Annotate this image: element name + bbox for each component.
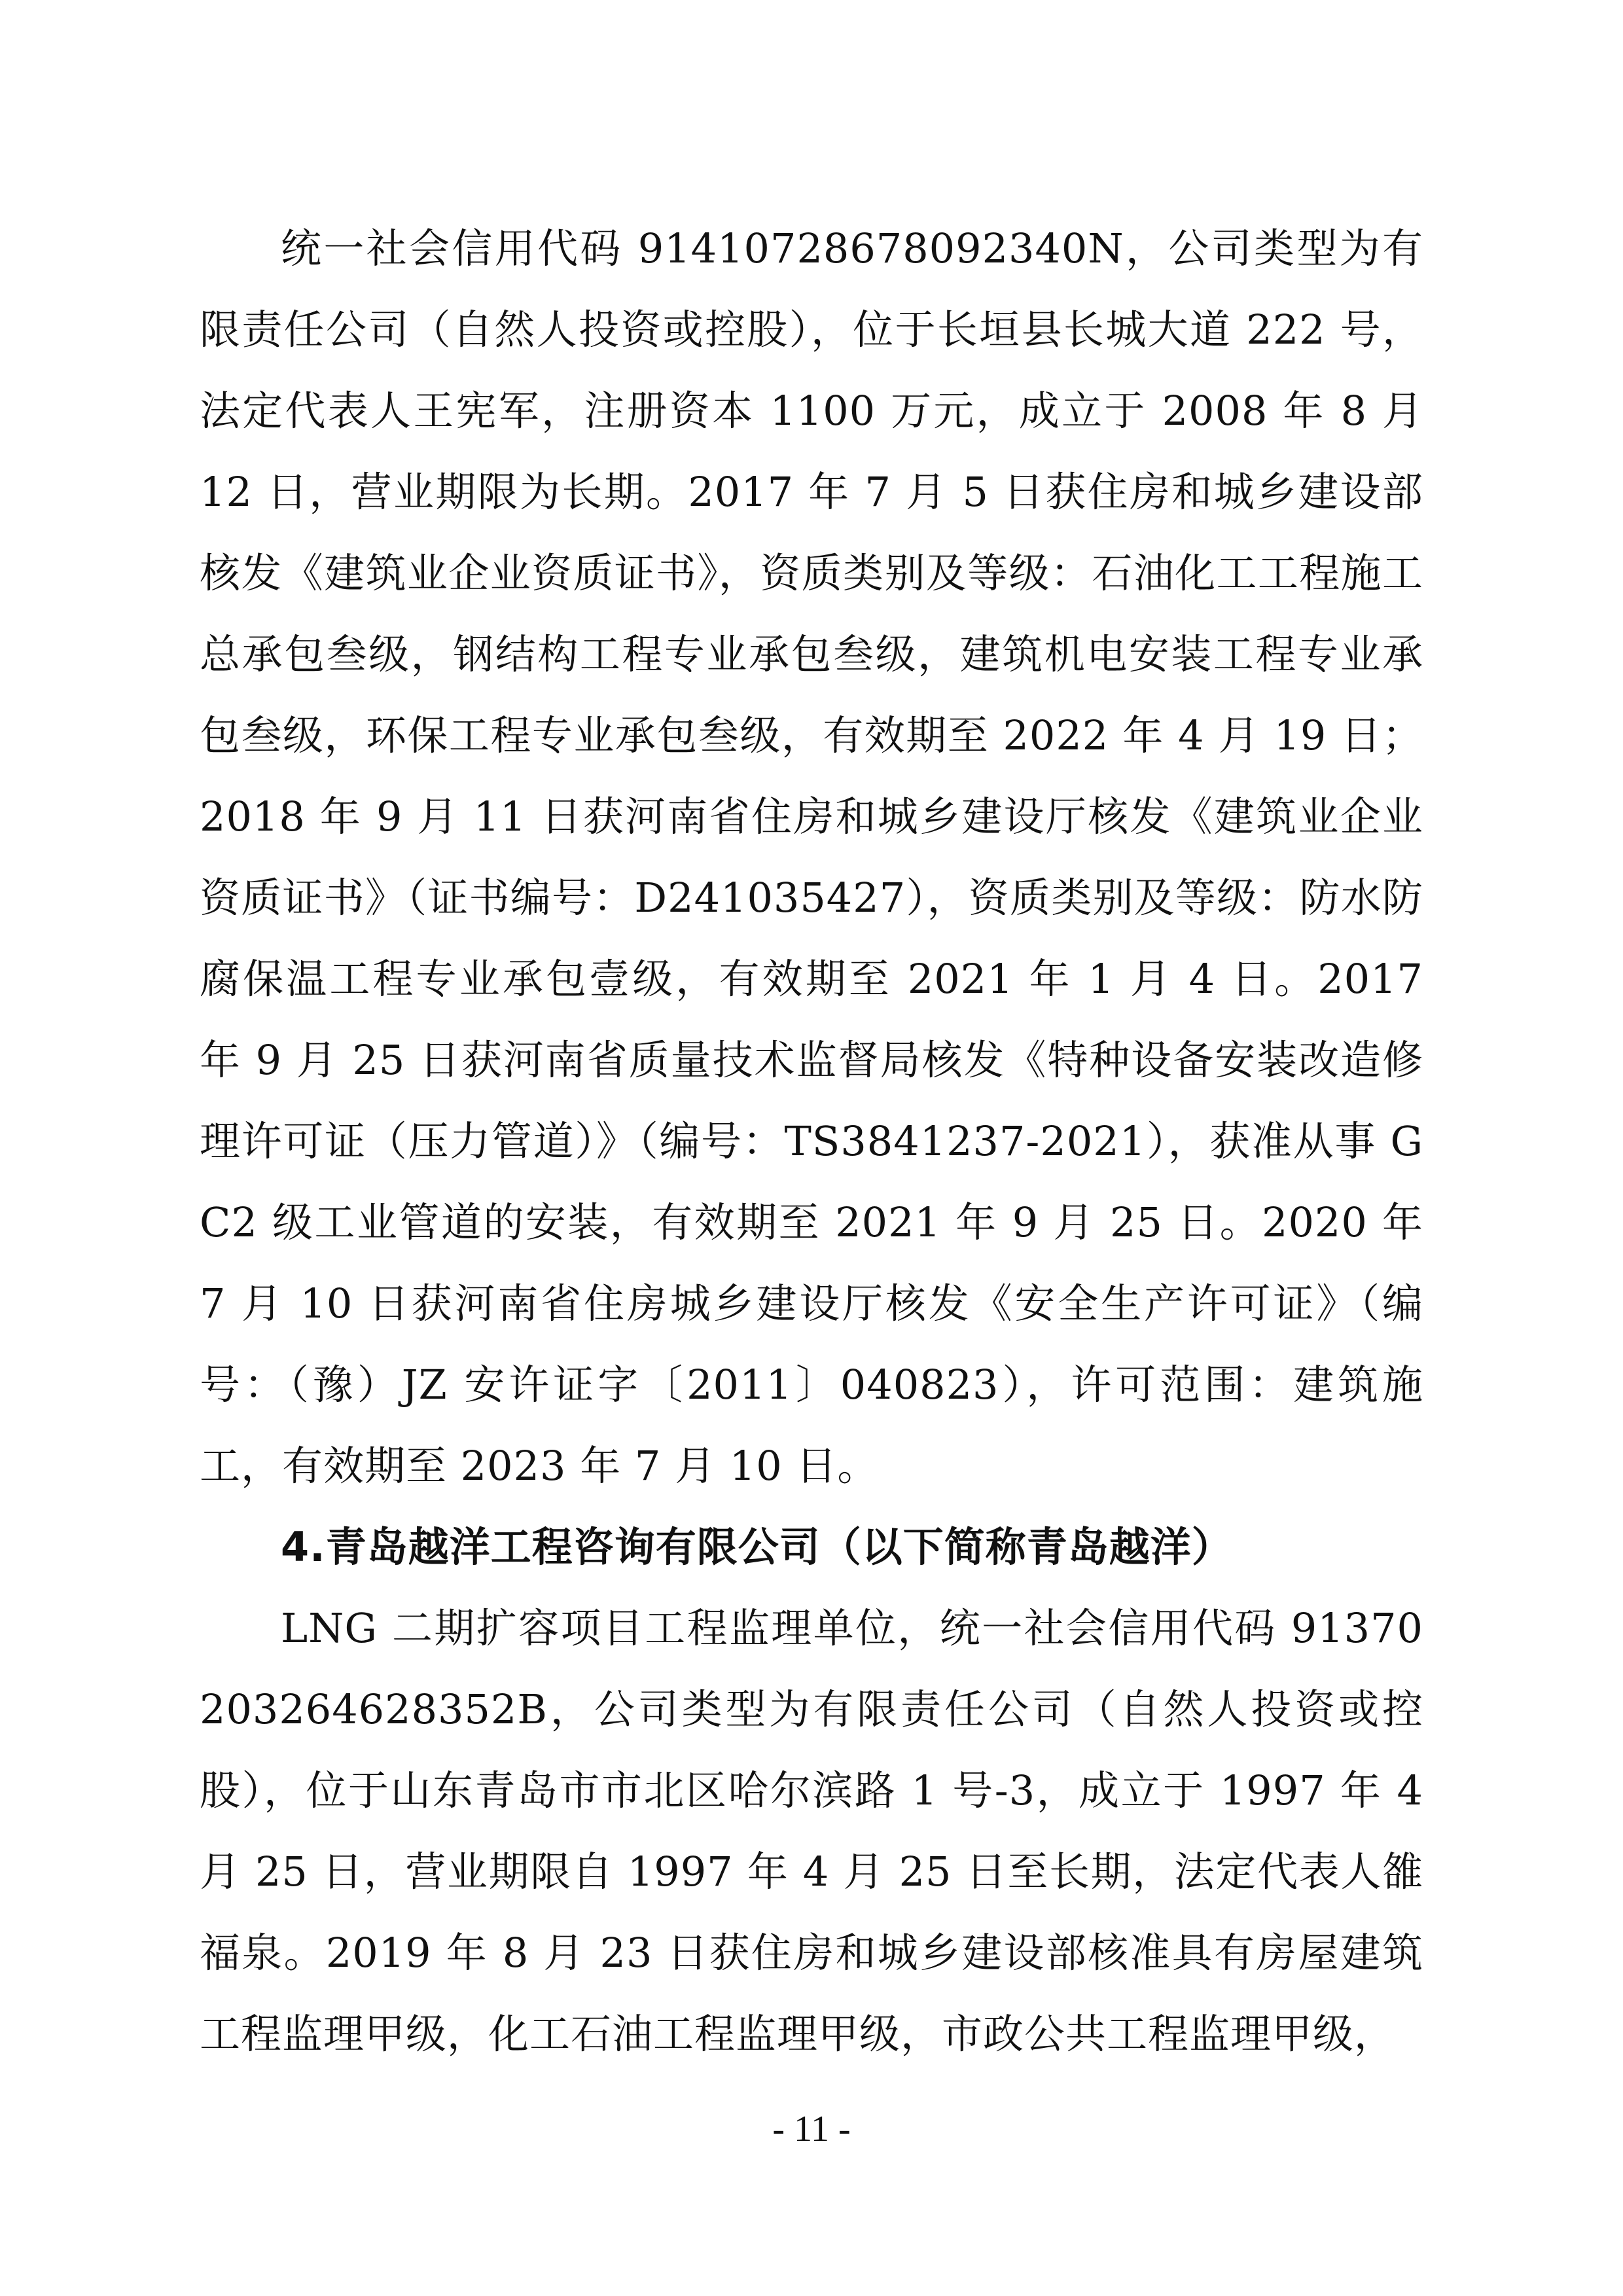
paragraph-qingdao-yueyang-details: LNG 二期扩容项目工程监理单位，统一社会信用代码 91370203264628352B，公司类型为有限责任公司（自然人投资或控股），位于山东青岛市市北区哈尔滨路 1 号-3，成立于 1997 年 4 月 25 日，营业期限自 1997 年 4 月 25 日至长期，法定代表人雒福泉。2019 年 8 月 23 日获住房和城乡建设部核准具有房屋建筑工程监理甲级，化工石油工程监理甲级，市政公共工程监理甲级，	[200, 1604, 1423, 2058]
page-number: - 11 -	[772, 2109, 851, 2149]
section-heading-qingdao-yueyang: 4.青岛越洋工程咨询有限公司（以下简称青岛越洋）	[281, 1523, 1233, 1571]
paragraph-company-3-details: 统一社会信用代码 91410728678092340N，公司类型为有限责任公司（自然人投资或控股），位于长垣县长城大道 222 号，法定代表人王宪军，注册资本 1100 万元，成立于 2008 年 8 月 12 日，营业期限为长期。2017 年 7 月 5 日获住房和城乡建设部核发《建筑业企业资质证书》，资质类别及等级：石油化工工程施工总承包叁级，钢结构工程专业承包叁级，建筑机电安装工程专业承包叁级，环保工程专业承包叁级，有效期至 2022 年 4 月 19 日；2018 年 9 月 11 日获河南省住房和城乡建设厅核发《建筑业企业资质证书》（证书编号：D241035427），资质类别及等级：防水防腐保温工程专业承包壹级，有效期至 2021 年 1 月 4 日。2017 年 9 月 25 日获河南省质量技术监督局核发《特种设备安装改造修理许可证（压力管道）》（编号：TS3841237-2021），获准从事 GC2 级工业管道的安装，有效期至 2021 年 9 月 25 日。2020 年 7 月 10 日获河南省住房城乡建设厅核发《安全生产许可证》（编号：（豫）JZ 安许证字〔2011〕040823），许可范围：建筑施工，有效期至 2023 年 7 月 10 日。	[200, 224, 1423, 1490]
document-body	[200, 208, 1423, 2075]
